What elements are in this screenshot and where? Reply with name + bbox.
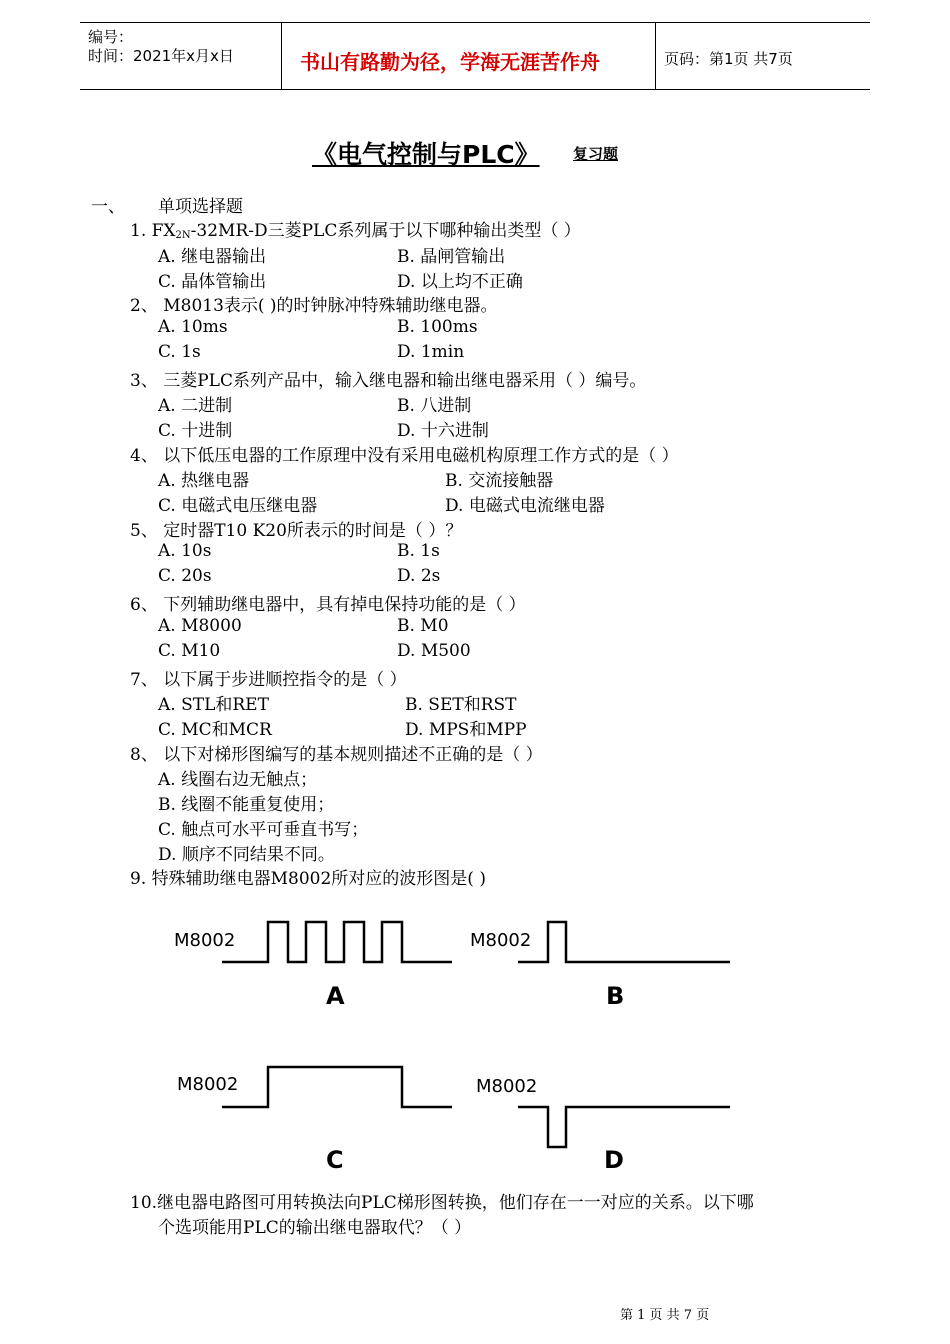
question-8-option-a: A. 线圈右边无触点；: [158, 770, 318, 790]
question-8-option-d: D. 顺序不同结果不同。: [158, 845, 335, 865]
question-7-option-a: A. STL和RET: [158, 695, 269, 715]
page-title: 《电气控制与PLC》: [312, 140, 540, 169]
question-6-option-c: C. M10: [158, 641, 221, 661]
page-subtitle: 复习题: [573, 145, 619, 163]
question-1-stem-rest: -32MR-D三菱PLC系列属于以下哪种输出类型（ ）: [190, 221, 581, 241]
question-4-option-d: D. 电磁式电流继电器: [445, 496, 605, 516]
question-2-option-d: D. 1min: [397, 342, 465, 362]
question-7-option-d: D. MPS和MPP: [405, 720, 527, 740]
question-8-option-b: B. 线圈不能重复使用；: [158, 795, 335, 815]
waveform-c-letter: C: [326, 1146, 344, 1174]
question-7-option-b: B. SET和RST: [405, 695, 517, 715]
question-3-option-c: C. 十进制: [158, 421, 233, 441]
waveform-d-letter: D: [604, 1146, 624, 1174]
waveform-d-trace: [518, 1107, 730, 1147]
question-2-option-a: A. 10ms: [158, 317, 228, 337]
question-3-option-a: A. 二进制: [158, 396, 233, 416]
question-8-option-c: C. 触点可水平可垂直书写；: [158, 820, 369, 840]
waveform-a-signal-label: M8002: [174, 930, 236, 951]
question-1-option-d: D. 以上均不正确: [397, 272, 523, 292]
question-6-option-d: D. M500: [397, 641, 471, 661]
question-5-option-b: B. 1s: [397, 541, 440, 561]
question-6-option-a: A. M8000: [158, 616, 242, 636]
waveform-b-signal-label: M8002: [470, 930, 532, 951]
question-8-stem: 8、 以下对梯形图编写的基本规则描述不正确的是（ ）: [130, 745, 543, 765]
header-page-code: 页码：第1页 共7页: [664, 50, 793, 68]
question-1-stem-prefix: 1. FX: [130, 221, 176, 241]
question-2-option-c: C. 1s: [158, 342, 201, 362]
question-5-option-c: C. 20s: [158, 566, 212, 586]
question-7-stem: 7、 以下属于步进顺控指令的是（ ）: [130, 670, 407, 690]
waveform-a-letter: A: [326, 982, 345, 1010]
question-5-option-a: A. 10s: [158, 541, 212, 561]
waveform-a-trace: [222, 922, 452, 962]
question-6-option-b: B. M0: [397, 616, 449, 636]
question-4-stem: 4、 以下低压电器的工作原理中没有采用电磁机构原理工作方式的是（ ）: [130, 446, 679, 466]
question-10-line-1: 10.继电器电路图可用转换法向PLC梯形图转换，他们存在一一对应的关系。以下哪: [130, 1193, 754, 1213]
question-7-option-c: C. MC和MCR: [158, 720, 272, 740]
question-10-line-2: 个选项能用PLC的输出继电器取代？（ ）: [158, 1218, 472, 1238]
question-2-stem: 2、 M8013表示( )的时钟脉冲特殊辅助继电器。: [130, 296, 498, 316]
page-footer: 第 1 页 共 7 页: [620, 1308, 710, 1323]
question-6-stem: 6、 下列辅助继电器中，具有掉电保持功能的是（ ）: [130, 595, 526, 615]
header-motto: 书山有路勤为径，学海无涯苦作舟: [300, 50, 600, 74]
question-4-option-a: A. 热继电器: [158, 471, 250, 491]
question-1-stem-subscript: 2N: [175, 230, 191, 241]
section-label: 单项选择题: [158, 197, 243, 217]
waveform-b-trace: [518, 922, 730, 962]
header-time-label: 时间：2021年x月x日: [88, 47, 234, 65]
question-1-option-a: A. 继电器输出: [158, 247, 267, 267]
question-9-stem: 9. 特殊辅助继电器M8002所对应的波形图是( ): [130, 869, 486, 889]
question-3-stem: 3、 三菱PLC系列产品中，输入继电器和输出继电器采用（ ）编号。: [130, 371, 647, 391]
question-4-option-b: B. 交流接触器: [445, 471, 554, 491]
question-3-option-d: D. 十六进制: [397, 421, 489, 441]
question-1-option-c: C. 晶体管输出: [158, 272, 267, 292]
waveform-d-signal-label: M8002: [476, 1076, 538, 1097]
waveform-b-letter: B: [606, 982, 625, 1010]
question-2-option-b: B. 100ms: [397, 317, 478, 337]
waveform-c-trace: [222, 1067, 452, 1107]
question-5-option-d: D. 2s: [397, 566, 441, 586]
question-5-stem: 5、 定时器T10 K20所表示的时间是（ ）？: [130, 521, 463, 541]
question-1-option-b: B. 晶闸管输出: [397, 247, 506, 267]
waveform-c-signal-label: M8002: [177, 1074, 239, 1095]
section-number: 一、: [91, 197, 125, 217]
question-4-option-c: C. 电磁式电压继电器: [158, 496, 318, 516]
question-3-option-b: B. 八进制: [397, 396, 472, 416]
header-number-label: 编号：: [88, 28, 134, 46]
